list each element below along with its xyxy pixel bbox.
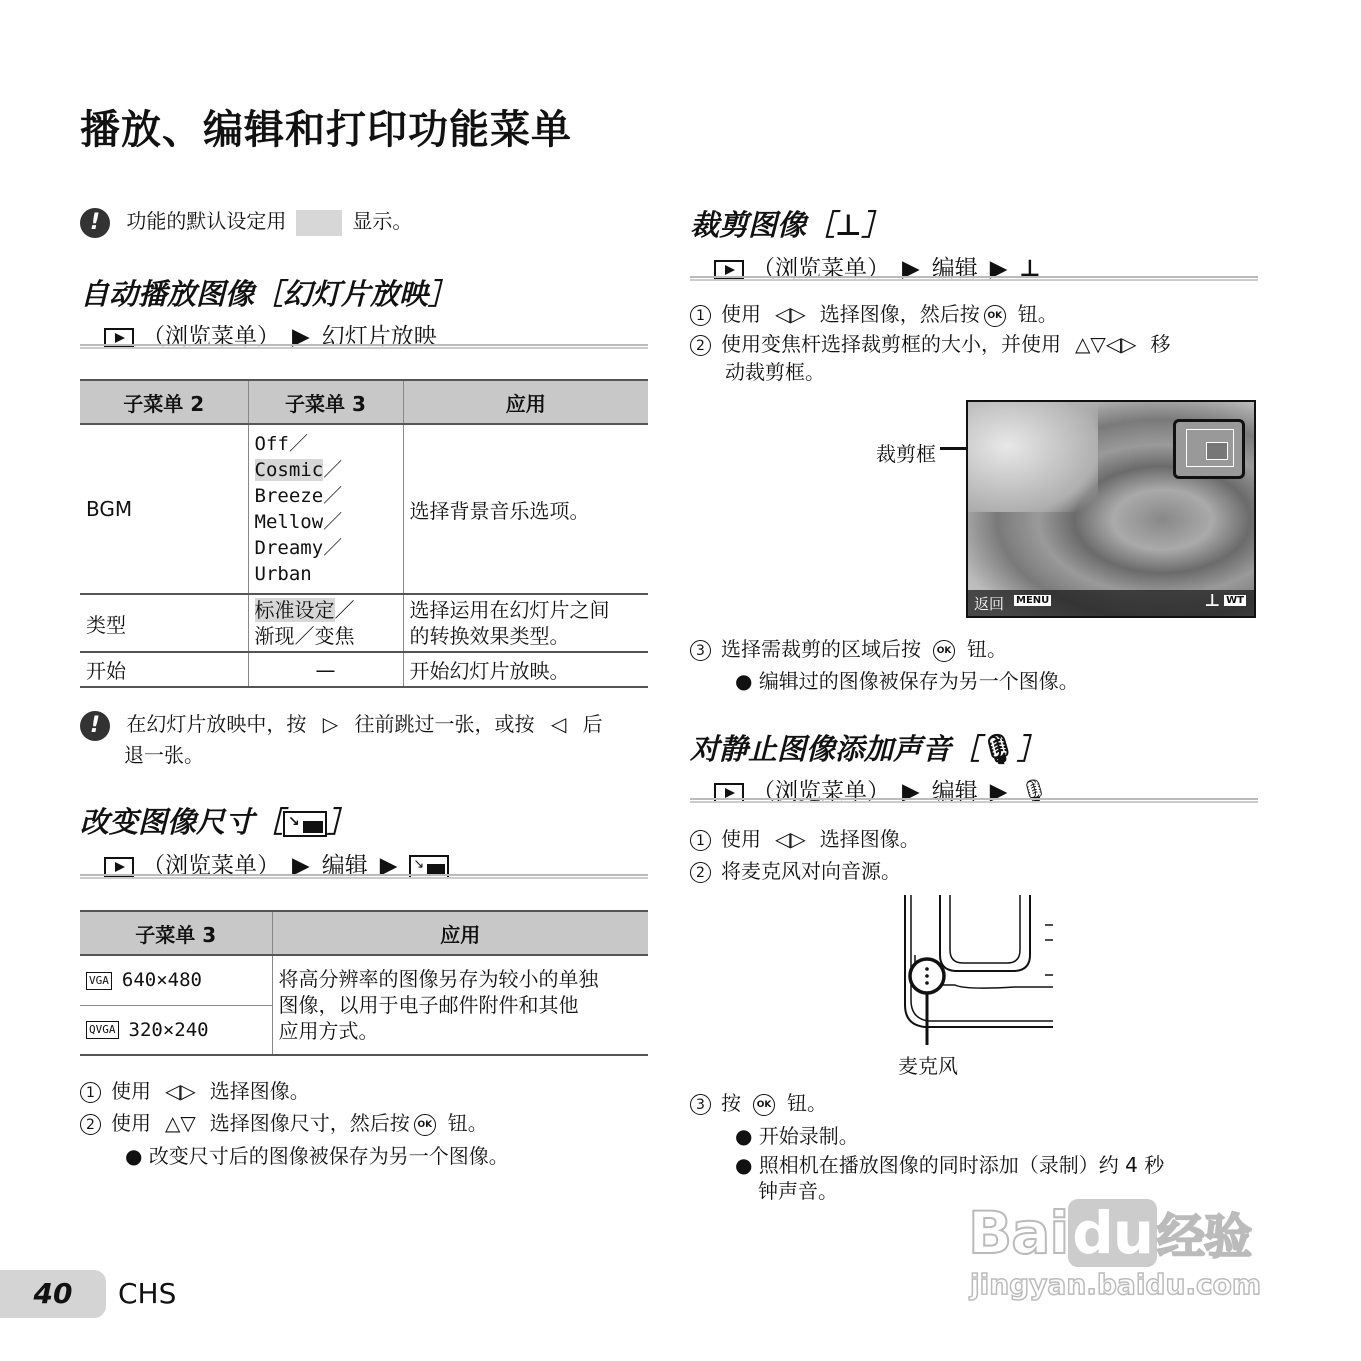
- slideshow-title: 自动播放图像［幻灯片放映］: [80, 277, 458, 311]
- cell-qvga: [80, 1005, 272, 1055]
- sound-step-3: [690, 1087, 827, 1116]
- resize-title-text: 改变图像尺寸［: [80, 805, 284, 839]
- step-text: 选择需裁剪的区域后按: [721, 637, 921, 661]
- step-text: 钮。: [1017, 302, 1058, 326]
- size-value: 320×240: [128, 1018, 209, 1041]
- size-value: 640×480: [121, 969, 202, 992]
- table-header: [80, 911, 648, 955]
- step-text: 选择图像尺寸，然后按: [209, 1111, 410, 1135]
- apply-line: 的转换效果类型。: [409, 624, 570, 648]
- back-label: 返回: [974, 595, 1005, 613]
- table-header: [80, 380, 648, 424]
- crop-step-3: [690, 633, 1007, 662]
- arrow-right-outline-icon: ▷: [322, 712, 339, 736]
- slideshow-table: [80, 379, 648, 688]
- arrow-right-icon: ▶: [989, 779, 1008, 805]
- option-dreamy: Dreamy／: [254, 537, 343, 559]
- table-row: [80, 652, 648, 687]
- option-urban: Urban: [254, 563, 312, 585]
- header-submenu3: 子菜单 3: [248, 380, 403, 424]
- step-number-icon: 1: [80, 1082, 101, 1103]
- crop-icon: ⊥: [835, 208, 862, 242]
- menu-button-icon: MENU: [1016, 595, 1050, 606]
- note-text-prefix: 功能的默认设定用: [126, 209, 287, 233]
- step-number-icon: 2: [80, 1114, 101, 1135]
- cell-start: 开始: [80, 652, 248, 687]
- crop-title: [690, 203, 891, 244]
- option-fade-zoom: 渐现／变焦: [254, 624, 355, 648]
- watermark-bai: Bai: [968, 1199, 1069, 1267]
- language-label: CHS: [118, 1277, 177, 1310]
- cell-resize-apply: [272, 955, 648, 1055]
- crop-frame-label: 裁剪框: [876, 442, 936, 466]
- header-apply: 应用: [403, 380, 648, 424]
- ok-button-icon: OK: [933, 640, 955, 662]
- bullet-text: 编辑过的图像被保存为另一个图像。: [758, 669, 1079, 693]
- sound-title-end: ］: [1016, 732, 1046, 766]
- ok-button-icon: OK: [414, 1114, 436, 1136]
- shade-swatch: [296, 210, 342, 236]
- apply-line: 将高分辨率的图像另存为较小的单独: [278, 967, 599, 991]
- watermark-du: du: [1068, 1199, 1157, 1267]
- step-text: 使用: [111, 1111, 151, 1135]
- note-text-suffix: 显示。: [352, 209, 413, 233]
- sound-step-1: [690, 823, 920, 852]
- arrow-right-icon: ▶: [292, 324, 310, 350]
- step-number-icon: 1: [690, 830, 711, 851]
- slash: ／: [323, 459, 343, 481]
- resize-icon: ↘: [409, 855, 449, 879]
- path-slideshow: 幻灯片放映: [321, 324, 437, 350]
- arrow-right-icon: ▶: [902, 779, 920, 805]
- arrow-left-outline-icon: ◁: [550, 712, 567, 736]
- option-cosmic: Cosmic: [254, 459, 324, 481]
- resize-step-1: [80, 1075, 310, 1104]
- step-number-icon: 2: [690, 862, 711, 883]
- step-number-icon: 3: [690, 640, 711, 661]
- note-text: 在幻灯片放映中，按: [126, 712, 307, 736]
- baidu-watermark: [968, 1198, 1251, 1267]
- watermark-jingyan: 经验: [1157, 1209, 1252, 1265]
- cell-bgm-apply: 选择背景音乐选项。: [403, 424, 648, 594]
- ok-button-icon: OK: [753, 1094, 775, 1116]
- section-rule: [690, 276, 1258, 281]
- table-row: [80, 424, 648, 594]
- image-highlight: [968, 402, 1098, 512]
- crop-screen-image: [966, 400, 1256, 618]
- path-edit: 编辑: [931, 779, 978, 805]
- step-text: 使用: [111, 1079, 151, 1103]
- note-text: 退一张。: [124, 742, 204, 767]
- vga-icon: VGA: [86, 972, 112, 990]
- arrow-right-icon: ▶: [292, 853, 310, 879]
- cell-start-apply: 开始幻灯片放映。: [403, 652, 648, 687]
- step-text: 动裁剪框。: [725, 360, 825, 384]
- cell-vga: [80, 955, 272, 1005]
- path-browse: （浏览菜单）: [752, 779, 890, 805]
- resize-table: [80, 910, 648, 1056]
- cell-start-option: —: [248, 652, 403, 687]
- sound-bullet-2: [735, 1152, 1164, 1204]
- apply-line: 选择运用在幻灯片之间: [409, 598, 610, 622]
- bullet-text: 开始录制。: [758, 1124, 859, 1148]
- crop-icon: ⊥: [1019, 256, 1041, 282]
- crop-step-2: [690, 330, 1171, 386]
- crop-step-1: [690, 298, 1058, 327]
- step-text: 移: [1150, 332, 1171, 356]
- arrow-right-icon: ▶: [379, 853, 398, 879]
- step-number-icon: 2: [690, 335, 711, 356]
- qvga-icon: QVGA: [86, 1021, 119, 1039]
- slideshow-note: [80, 710, 603, 769]
- step-text: 使用变焦杆选择裁剪框的大小，并使用: [721, 332, 1061, 356]
- step-text: 使用: [721, 302, 761, 326]
- camera-microphone-illustration: [895, 895, 1055, 1045]
- note-text: 往前跳过一张，或按: [354, 712, 535, 736]
- page-number: 40: [0, 1270, 106, 1318]
- cell-bgm: BGM: [80, 424, 248, 594]
- apply-line: 图像，以用于电子邮件附件和其他: [278, 993, 579, 1017]
- path-edit: 编辑: [321, 853, 368, 879]
- resize-icon: ↘: [283, 811, 327, 837]
- path-browse: （浏览菜单）: [142, 853, 280, 879]
- ok-button-icon: OK: [984, 305, 1006, 327]
- path-edit: 编辑: [931, 256, 978, 282]
- slash: ／: [334, 598, 355, 622]
- crop-title-end: ］: [861, 208, 891, 242]
- step-text: 将麦克风对向音源。: [721, 859, 901, 883]
- resize-step-2: [80, 1107, 488, 1136]
- option-mellow: Mellow／: [254, 511, 343, 533]
- header-submenu3: 子菜单 3: [80, 911, 272, 955]
- caution-icon: !: [80, 711, 110, 741]
- four-way-icon: △▽◁▷: [1075, 332, 1137, 356]
- crop-title-text: 裁剪图像［: [690, 208, 836, 242]
- microphone-icon: 🎙: [1019, 779, 1049, 805]
- step-text: 按: [721, 1091, 741, 1115]
- option-breeze: Breeze／: [254, 485, 343, 507]
- bullet-icon: ●: [735, 1153, 753, 1177]
- section-rule: [80, 874, 648, 879]
- resize-bullet: [125, 1140, 509, 1169]
- sound-title: [690, 727, 1046, 768]
- step-text: 选择图像，然后按: [819, 302, 980, 326]
- header-submenu2: 子菜单 2: [80, 380, 248, 424]
- caution-icon: !: [80, 208, 110, 238]
- bullet-icon: ●: [735, 1124, 753, 1148]
- cell-bgm-options: [248, 424, 403, 594]
- section-rule: [80, 344, 648, 349]
- bullet-text: 钟声音。: [758, 1179, 838, 1203]
- cell-type: 类型: [80, 594, 248, 652]
- table-row: [80, 594, 648, 652]
- note-text: 后: [582, 712, 603, 736]
- option-cosmic-line: [255, 457, 397, 483]
- left-right-icon: ◁▷: [165, 1079, 196, 1103]
- step-text: 钮。: [447, 1111, 488, 1135]
- path-browse: （浏览菜单）: [752, 256, 890, 282]
- default-setting-note: [80, 205, 412, 238]
- bullet-icon: ●: [125, 1144, 143, 1168]
- path-browse: （浏览菜单）: [142, 324, 280, 350]
- step-text: 选择图像。: [819, 827, 920, 851]
- crop-bullet: [735, 665, 1079, 694]
- crop-icon: ⊥: [1204, 591, 1220, 611]
- resize-title: [80, 800, 356, 841]
- option-off: Off／: [254, 433, 308, 455]
- step-number-icon: 1: [690, 305, 711, 326]
- cell-type-options: [248, 594, 403, 652]
- bullet-icon: ●: [735, 669, 753, 693]
- microphone-icon: 🎙: [980, 732, 1017, 766]
- table-row: [80, 955, 648, 1005]
- cell-type-apply: [403, 594, 648, 652]
- crop-frame-box: [1173, 419, 1245, 479]
- page-title: 播放、编辑和打印功能菜单: [80, 107, 572, 153]
- sound-title-text: 对静止图像添加声音［: [690, 732, 981, 766]
- option-standard: 标准设定: [254, 598, 335, 622]
- sound-bullet-1: [735, 1120, 859, 1149]
- up-down-icon: △▽: [165, 1111, 196, 1135]
- sound-step-2: [690, 855, 901, 884]
- step-text: 钮。: [967, 637, 1007, 661]
- bullet-text: 照相机在播放图像的同时添加（录制）约 4 秒: [758, 1153, 1165, 1177]
- section-rule: [690, 798, 1258, 803]
- arrow-right-icon: ▶: [902, 256, 920, 282]
- watermark-url: jingyan.baidu.com: [970, 1268, 1262, 1301]
- screen-status-bar: [968, 590, 1254, 616]
- microphone-label: 麦克风: [898, 1054, 958, 1078]
- resize-title-end: ］: [327, 805, 357, 839]
- step-text: 选择图像。: [209, 1079, 310, 1103]
- step-number-icon: 3: [690, 1094, 711, 1115]
- zoom-wt-icon: WT: [1226, 595, 1244, 606]
- header-apply: 应用: [272, 911, 648, 955]
- left-right-icon: ◁▷: [775, 827, 806, 851]
- apply-line: 应用方式。: [278, 1019, 379, 1043]
- step-text: 使用: [721, 827, 761, 851]
- left-right-icon: ◁▷: [775, 302, 806, 326]
- arrow-right-icon: ▶: [989, 256, 1008, 282]
- step-text: 钮。: [787, 1091, 827, 1115]
- bullet-text: 改变尺寸后的图像被保存为另一个图像。: [148, 1144, 509, 1168]
